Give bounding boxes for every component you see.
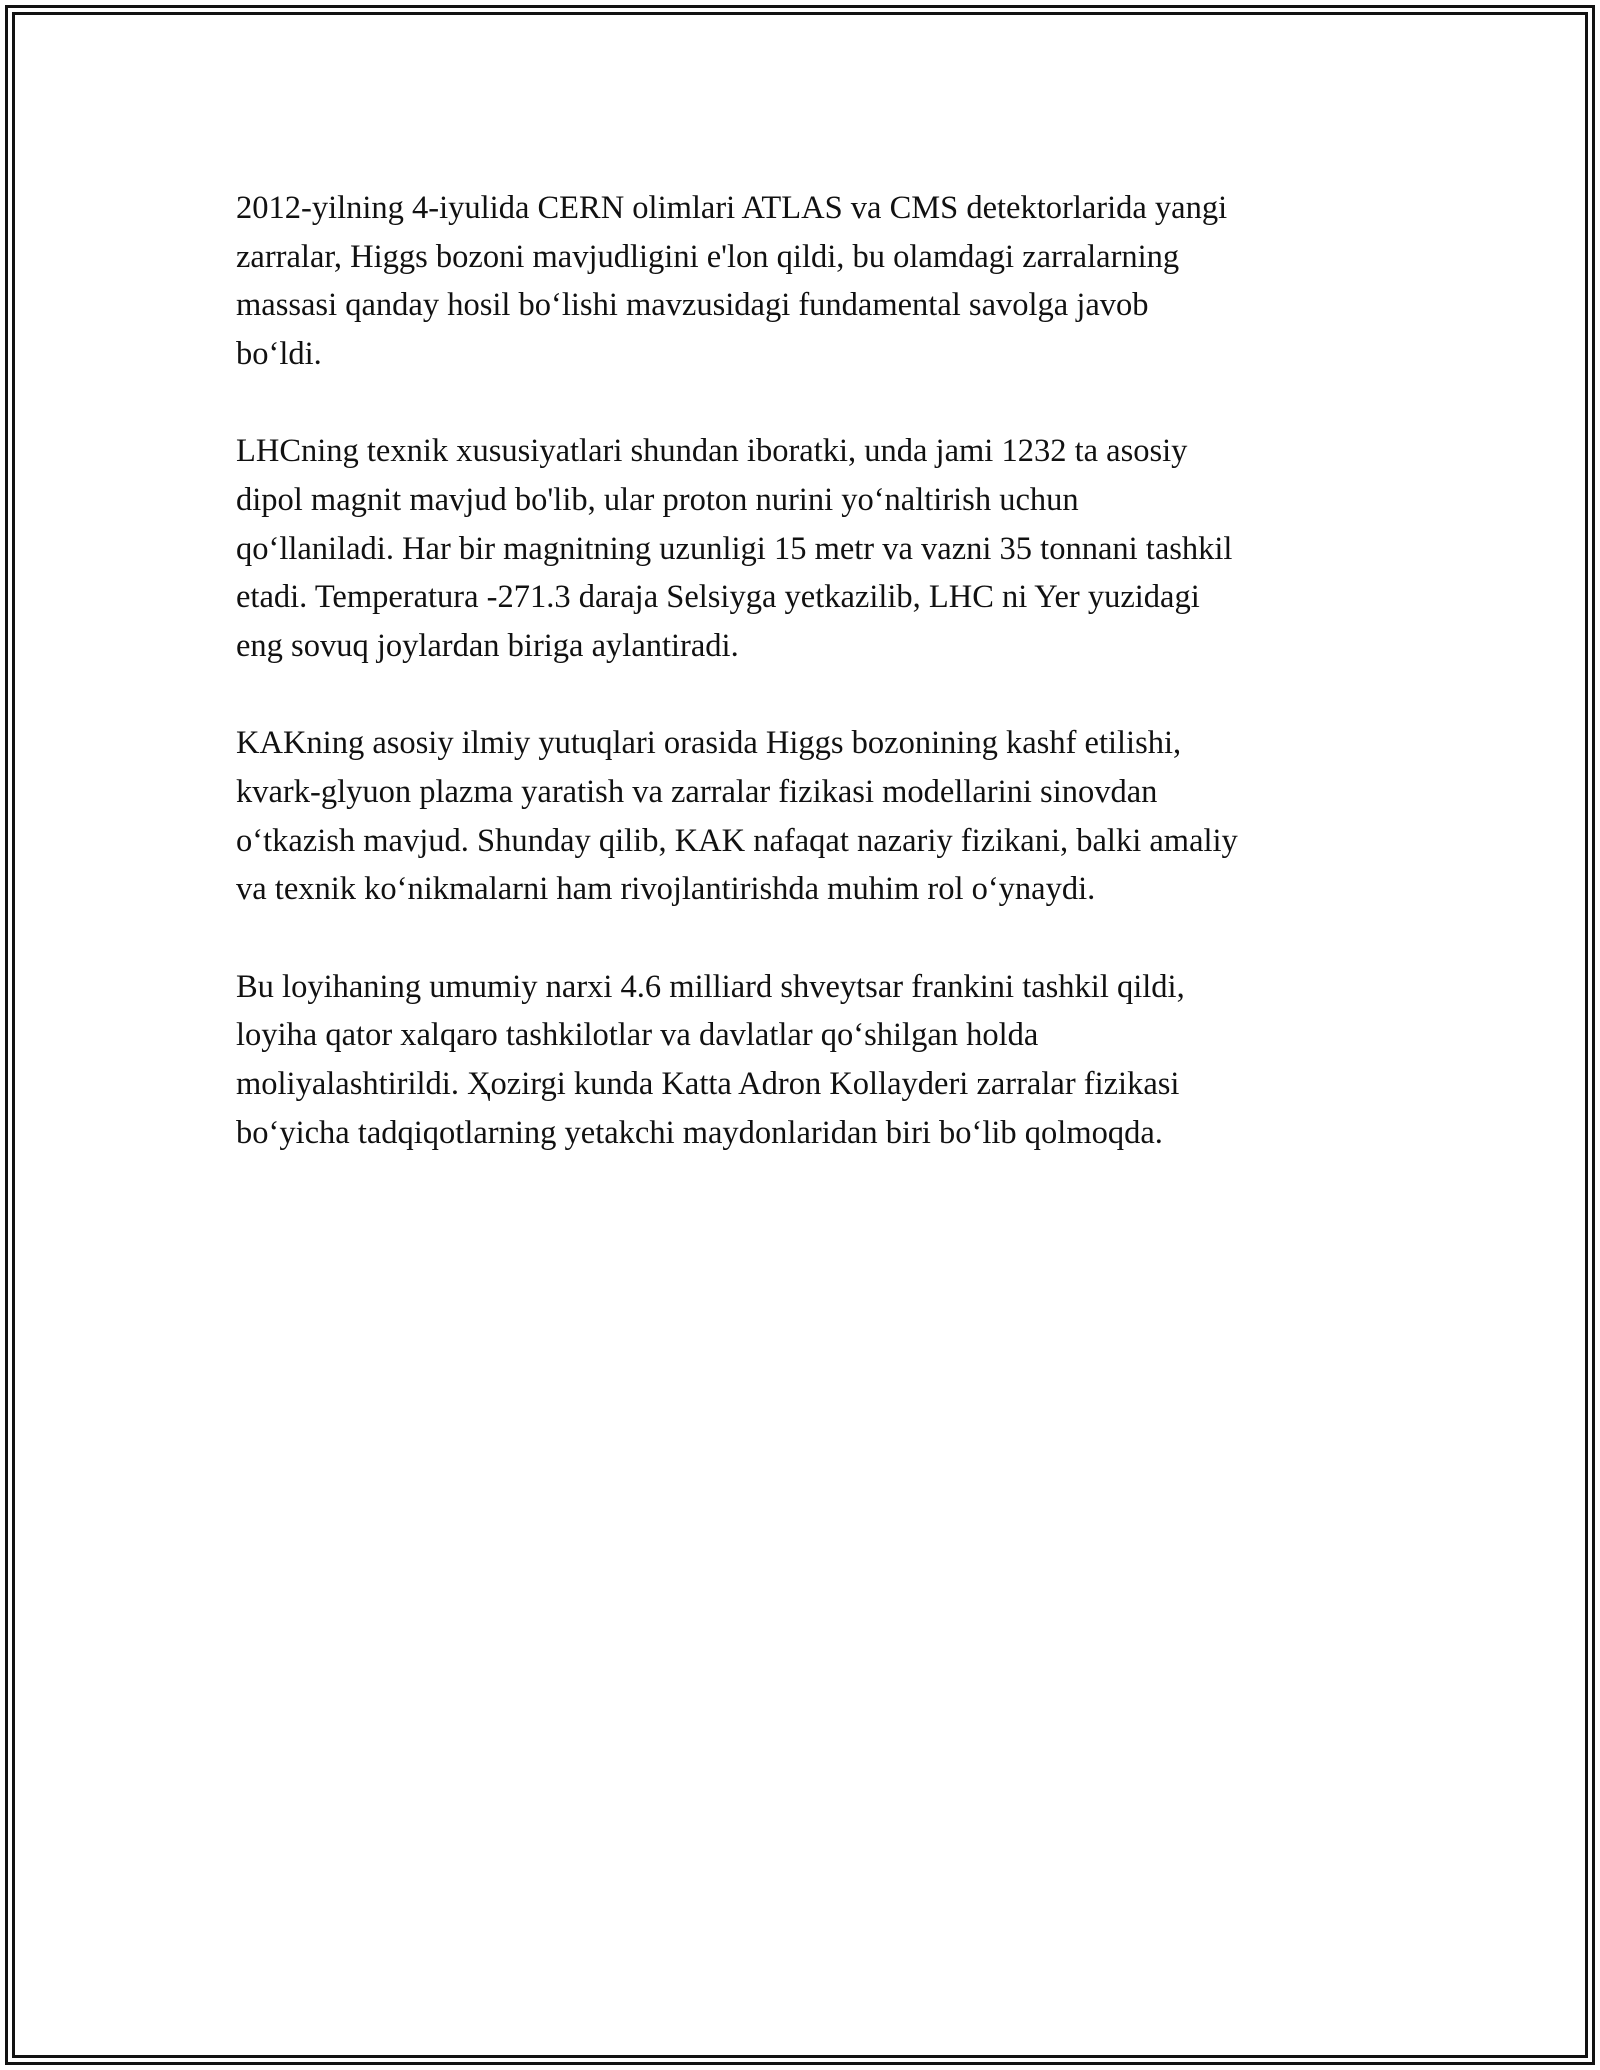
paragraph-kak-achievements	[236, 719, 1386, 913]
text-line: 2012-yilning 4-iyulida CERN olimlari ATLAS va CMS detektorlarida yangi	[236, 190, 1228, 226]
text-line: kvark-glyuon plazma yaratish va zarralar fizikasi modellarini sinovdan	[236, 773, 1158, 810]
text-line: etadi. Temperatura -271.3 daraja Selsiyga yetkazilib, LHC ni Yer yuzidagi	[236, 579, 1200, 616]
text-line: LHCning texnik xususiyatlari shundan iboratki, unda jami 1232 ta asosiy	[236, 433, 1188, 470]
text-line: o‘tkazish mavjud. Shunday qilib, KAK nafaqat nazariy fizikani, balki amaliy	[236, 822, 1238, 859]
text-line: moliyalashtirildi. Ҳozirgi kunda Katta Adron Kollayderi zarralar fizikasi	[236, 1065, 1180, 1102]
text-line: loyiha qator xalqaro tashkilotlar va davlatlar qo‘shilgan holda	[236, 1017, 1039, 1054]
text-line: eng sovuq joylardan biriga aylantiradi.	[236, 627, 739, 664]
text-line: KAKning asosiy ilmiy yutuqlari orasida Higgs bozonining kashf etilishi,	[236, 725, 1182, 762]
paragraph-project-cost	[236, 963, 1386, 1157]
text-line: bo‘yicha tadqiqotlarning yetakchi maydonlaridan biri bo‘lib qolmoqda.	[236, 1114, 1163, 1151]
text-line: va texnik ko‘nikmalarni ham rivojlantirishda muhim rol o‘ynaydi.	[236, 871, 1096, 908]
text-line: dipol magnit mavjud bo'lib, ular proton nurini yo‘naltirish uchun	[236, 481, 1079, 518]
text-line: Bu loyihaning umumiy narxi 4.6 milliard shveytsar frankini tashkil qildi,	[236, 968, 1185, 1005]
paragraph-higgs-discovery	[236, 184, 1386, 378]
paragraph-lhc-specs	[236, 427, 1386, 670]
text-line: qo‘llaniladi. Har bir magnitning uzunligi 15 metr va vazni 35 tonnani tashkil	[236, 530, 1233, 567]
text-line: massasi qanday hosil bo‘lishi mavzusidagi fundamental savolga javob	[236, 287, 1149, 324]
text-line: bo‘ldi.	[236, 335, 322, 372]
text-line: zarralar, Higgs bozoni mavjudligini e'lon qildi, bu olamdagi zarralarning	[236, 238, 1180, 275]
document-body	[236, 184, 1386, 1206]
